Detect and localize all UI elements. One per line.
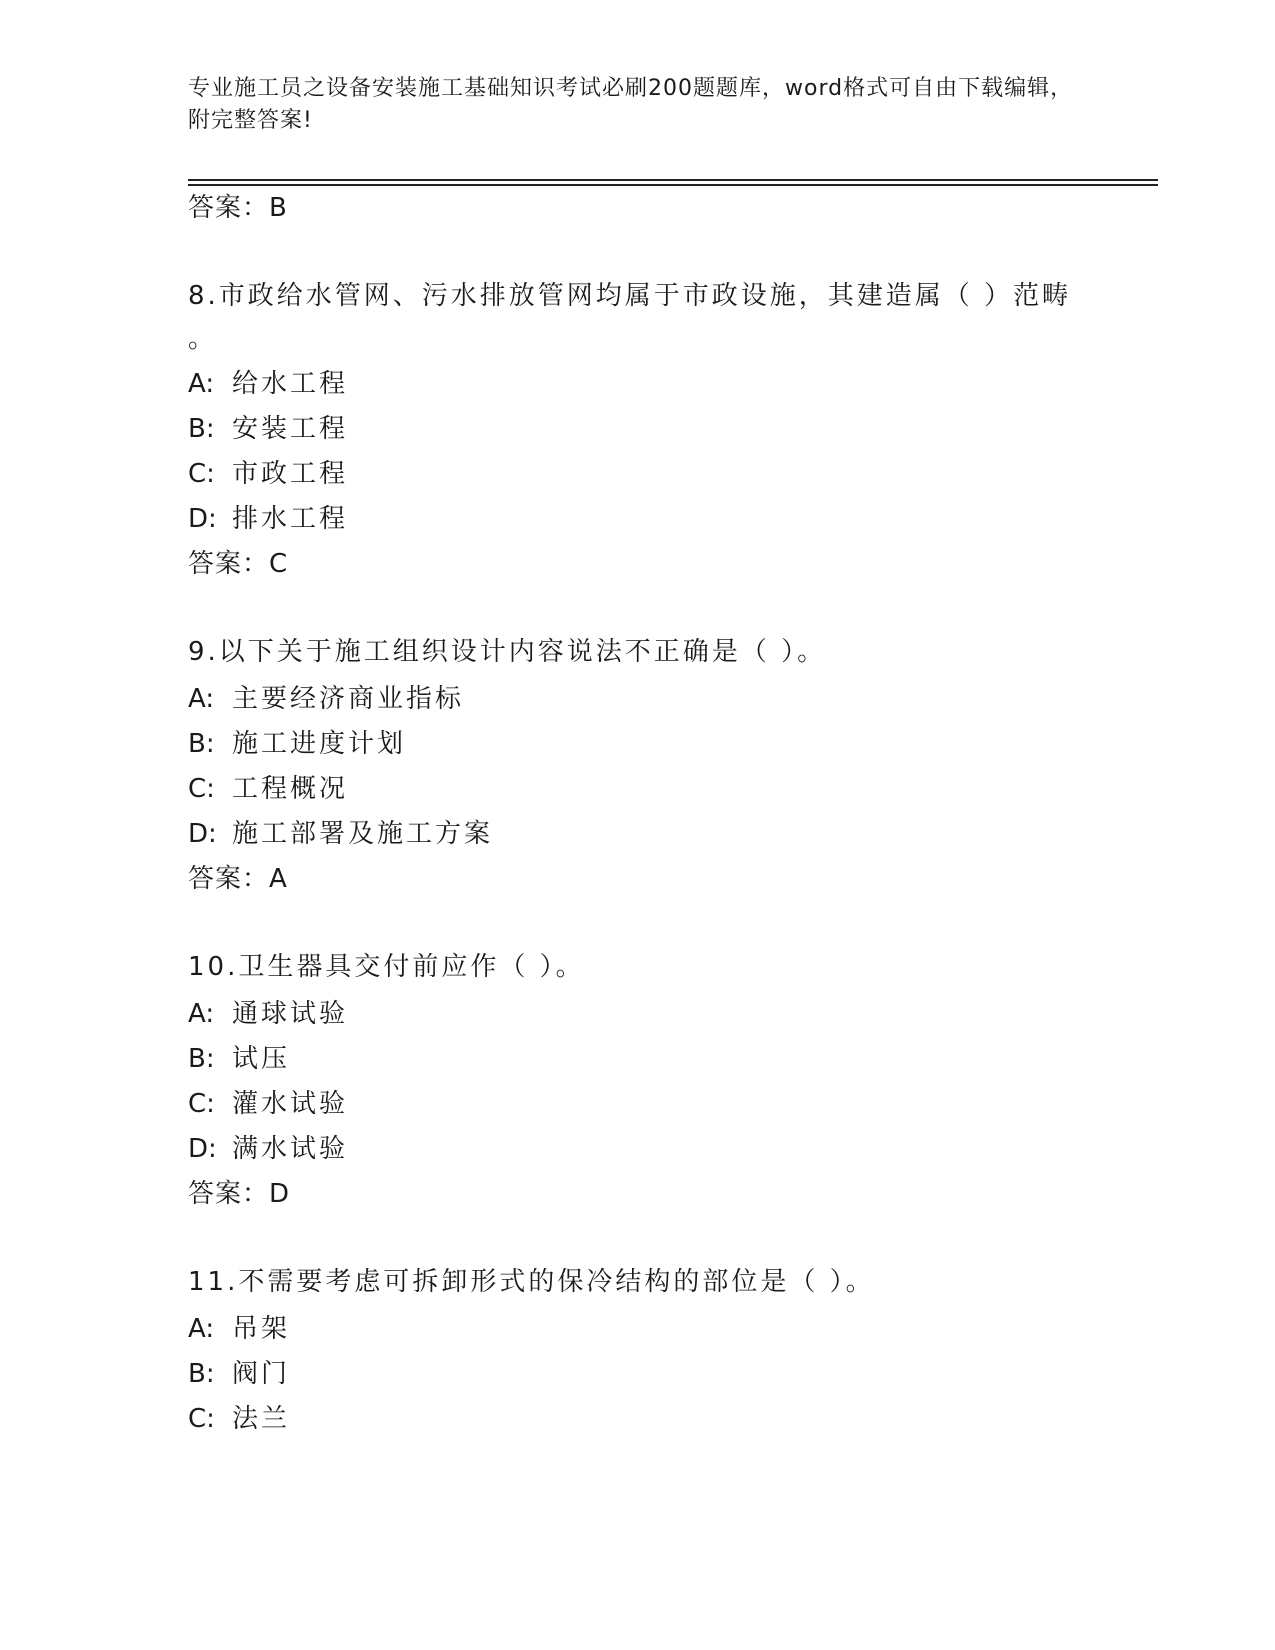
question-10-option-b	[188, 1043, 290, 1075]
question-10-stem: 10.卫生器具交付前应作（ ）。	[188, 952, 585, 982]
option-text: 灌水试验	[232, 1089, 349, 1119]
question-10-option-c	[188, 1088, 348, 1120]
option-text: 排水工程	[232, 504, 349, 534]
option-text: 阀门	[232, 1359, 291, 1389]
question-9-option-d	[188, 818, 493, 850]
question-9-option-c	[188, 773, 348, 805]
option-label: A:	[188, 684, 215, 714]
option-label: A:	[188, 369, 215, 399]
question-8-option-d	[188, 503, 348, 535]
option-text: 试压	[232, 1044, 291, 1074]
option-label: B:	[188, 729, 215, 759]
option-label: D:	[188, 504, 217, 534]
option-text: 法兰	[232, 1404, 291, 1434]
question-9-stem: 9.以下关于施工组织设计内容说法不正确是（ ）。	[188, 637, 827, 667]
option-label: B:	[188, 414, 215, 444]
question-10-answer: 答案：D	[188, 1179, 291, 1209]
question-8-stem-continued: 。	[188, 324, 218, 354]
question-8-stem: 8.市政给水管网、污水排放管网均属于市政设施，其建造属（ ）范畴	[188, 281, 1072, 311]
option-text: 吊架	[232, 1314, 291, 1344]
header-divider-top	[188, 179, 1158, 181]
question-9-answer: 答案：A	[188, 864, 288, 894]
document-header-title: 专业施工员之设备安装施工基础知识考试必刷200题题库，word格式可自由下载编辑，附完整答案!	[188, 76, 1074, 133]
header-divider-bottom	[188, 184, 1158, 186]
question-11-option-c	[188, 1403, 290, 1435]
option-text: 施工进度计划	[232, 729, 407, 759]
previous-answer: 答案：B	[188, 193, 288, 223]
question-9-option-b	[188, 728, 406, 760]
option-text: 通球试验	[232, 999, 349, 1029]
option-text: 安装工程	[232, 414, 349, 444]
question-8-option-c	[188, 458, 348, 490]
question-11-stem: 11.不需要考虑可拆卸形式的保冷结构的部位是（ ）。	[188, 1267, 875, 1297]
option-text: 给水工程	[232, 369, 349, 399]
question-9-option-a	[188, 683, 464, 715]
option-label: C:	[188, 774, 215, 804]
question-8-option-b	[188, 413, 348, 445]
option-text: 主要经济商业指标	[232, 684, 465, 714]
option-text: 工程概况	[232, 774, 349, 804]
question-8-answer: 答案：C	[188, 549, 289, 579]
option-text: 市政工程	[232, 459, 349, 489]
option-label: D:	[188, 819, 217, 849]
option-label: A:	[188, 1314, 215, 1344]
question-8-option-a	[188, 368, 348, 400]
option-label: C:	[188, 1404, 215, 1434]
option-text: 施工部署及施工方案	[232, 819, 494, 849]
option-label: B:	[188, 1359, 215, 1389]
option-label: D:	[188, 1134, 217, 1164]
option-text: 满水试验	[232, 1134, 349, 1164]
question-10-option-a	[188, 998, 348, 1030]
option-label: C:	[188, 1089, 215, 1119]
question-11-option-a	[188, 1313, 290, 1345]
question-10-option-d	[188, 1133, 348, 1165]
option-label: A:	[188, 999, 215, 1029]
option-label: C:	[188, 459, 215, 489]
question-11-option-b	[188, 1358, 290, 1390]
option-label: B:	[188, 1044, 215, 1074]
